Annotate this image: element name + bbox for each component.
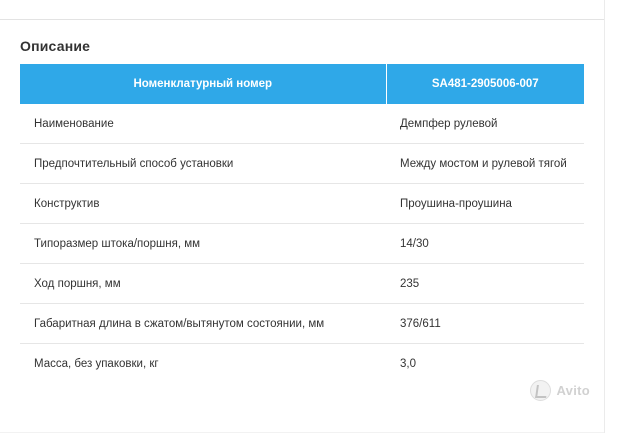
row-value: 14/30 <box>386 224 584 264</box>
row-label: Ход поршня, мм <box>20 264 386 304</box>
table-body <box>20 104 584 383</box>
table-header-row <box>20 64 584 104</box>
row-label: Предпочтительный способ установки <box>20 144 386 184</box>
page-right-margin <box>604 0 634 433</box>
table-row <box>20 304 584 344</box>
row-label: Типоразмер штока/поршня, мм <box>20 224 386 264</box>
row-label: Масса, без упаковки, кг <box>20 344 386 384</box>
specification-table <box>20 64 584 383</box>
table-row <box>20 144 584 184</box>
row-label: Наименование <box>20 104 386 144</box>
page-top-strip <box>0 0 634 20</box>
row-value: 235 <box>386 264 584 304</box>
table-header-part-number-value: SA481-2905006-007 <box>386 64 584 104</box>
row-value: 376/611 <box>386 304 584 344</box>
table-header-part-number-label: Номенклатурный номер <box>20 64 386 104</box>
row-value: Демпфер рулевой <box>386 104 584 144</box>
table-row <box>20 224 584 264</box>
table-row <box>20 104 584 144</box>
table-row <box>20 184 584 224</box>
table-row <box>20 344 584 384</box>
watermark <box>530 380 590 401</box>
row-label: Конструктив <box>20 184 386 224</box>
avito-logo-icon <box>530 380 551 401</box>
watermark-label: Avito <box>556 383 590 398</box>
row-value: Проушина-проушина <box>386 184 584 224</box>
table-row <box>20 264 584 304</box>
table-header <box>20 64 584 104</box>
page-title: Описание <box>20 38 91 54</box>
row-value: 3,0 <box>386 344 584 384</box>
row-value: Между мостом и рулевой тягой <box>386 144 584 184</box>
row-label: Габаритная длина в сжатом/вытянутом состоянии, мм <box>20 304 386 344</box>
